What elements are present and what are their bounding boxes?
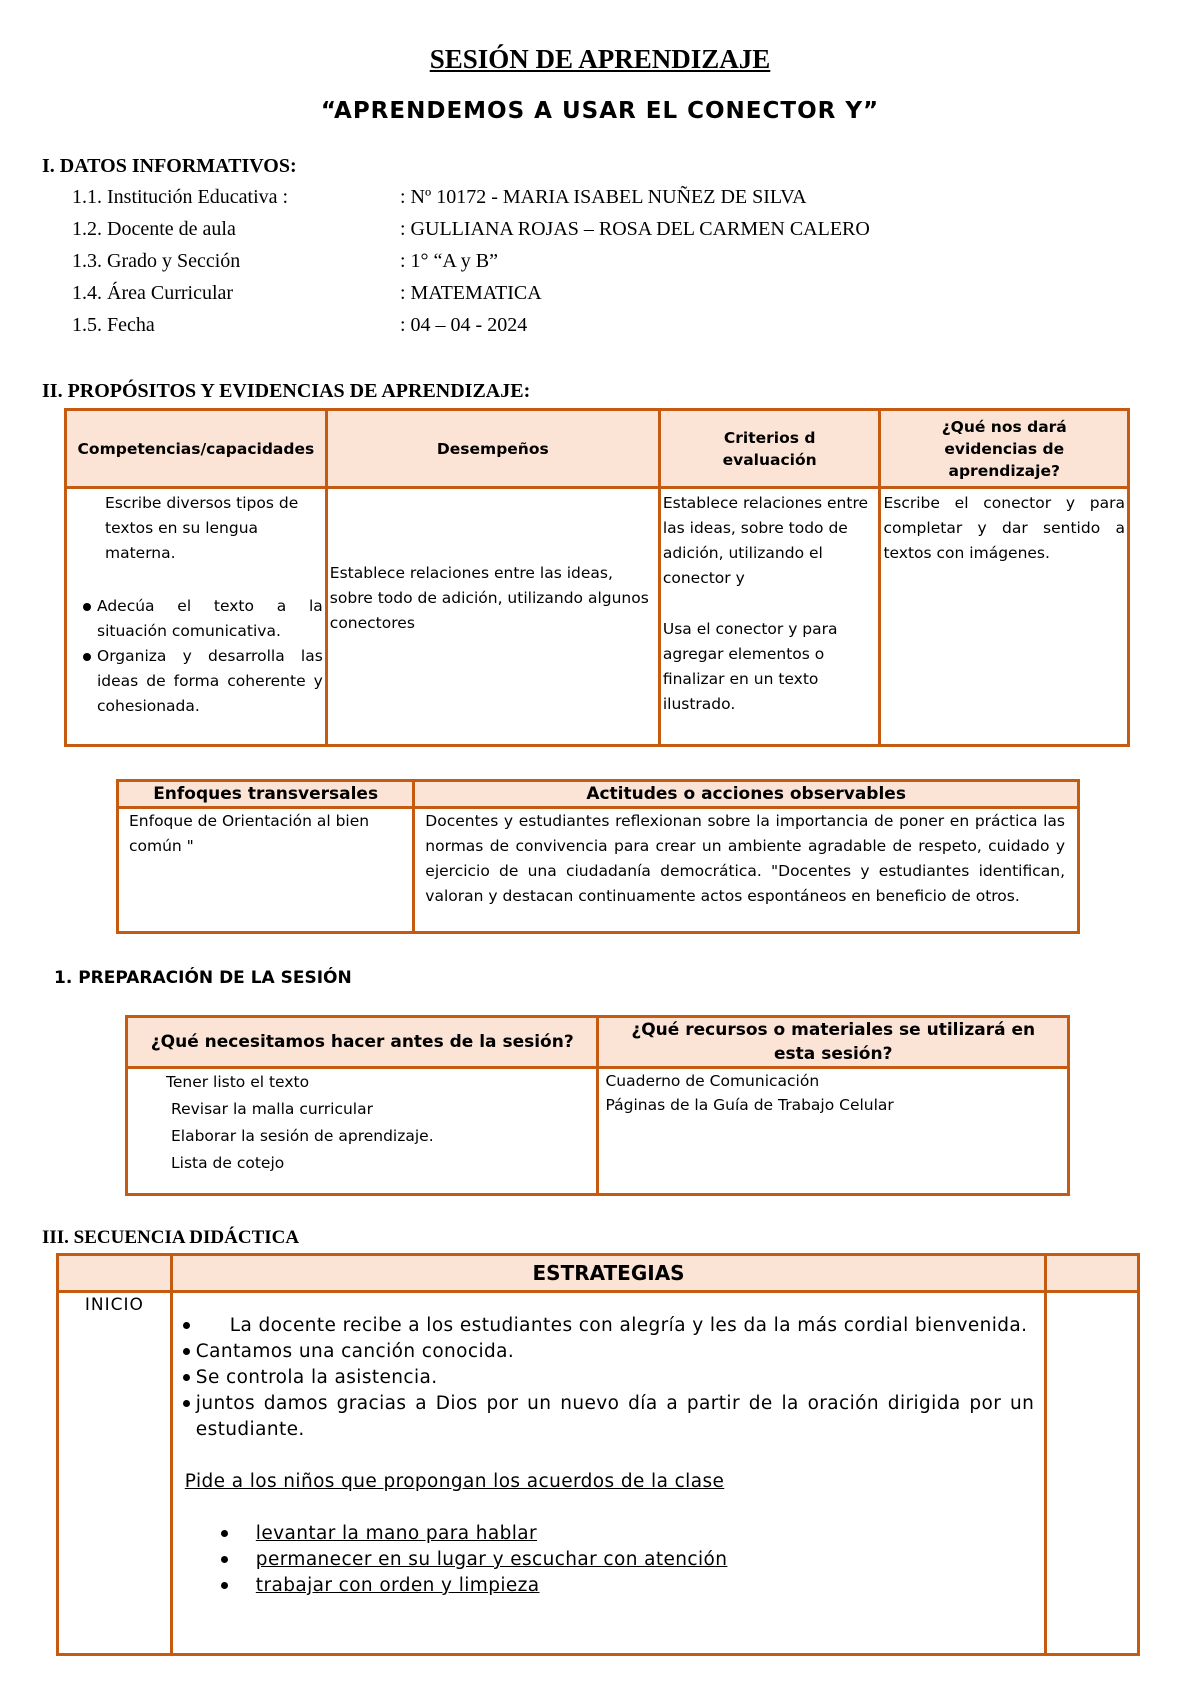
acuerdo-item: levantar la mano para hablar	[183, 1521, 1035, 1547]
header-actitudes: Actitudes o acciones observables	[414, 781, 1079, 808]
competencia-text: Escribe diversos tipos de textos en su lengua materna.	[105, 494, 299, 562]
info-row-fecha	[0, 314, 1200, 344]
bullet-icon	[221, 1556, 228, 1563]
bullet-icon	[83, 653, 91, 661]
actitudes-text: Docentes y estudiantes reflexionan sobre la importancia de poner en práctica las normas de convivencia para crear un ambiente agradable de respeto, cuidado y ejercicio de una ciudadanía democrática. "Docentes y estudiantes identifican, valoran y destacan continuamente actos espontáneos en beneficio de otros.	[425, 812, 1065, 905]
inicio-item: Se controla la asistencia.	[183, 1365, 1035, 1391]
bullet-icon	[183, 1348, 190, 1355]
info-row-docente	[0, 218, 1200, 248]
bullet-icon	[83, 603, 91, 611]
extra-cell	[1046, 1292, 1139, 1655]
antes-item: Lista de cotejo	[171, 1154, 285, 1172]
recursos-cell	[598, 1068, 1069, 1195]
header-antes: ¿Qué necesitamos hacer antes de la sesión?	[127, 1017, 598, 1068]
evidencia-cell	[880, 488, 1129, 746]
acuerdo-item: trabajar con orden y limpieza	[183, 1573, 1035, 1599]
bullet-icon	[221, 1582, 228, 1589]
criterio-text: Establece relaciones entre las ideas, sobre todo de adición, utilizando el conector y	[662, 494, 869, 587]
info-label: 1.5. Fecha	[72, 314, 155, 336]
header-competencias: Competencias/capacidades	[66, 410, 327, 488]
info-label: 1.4. Área Curricular	[72, 282, 234, 304]
desempeno-text: Establece relaciones entre las ideas, sobre todo de adición, utilizando algunos conectores	[329, 564, 649, 632]
inicio-item: juntos damos gracias a Dios por un nuevo día a partir de la oración dirigida por un estudiante.	[183, 1391, 1035, 1443]
info-value: : 04 – 04 - 2024	[400, 314, 528, 336]
datos-heading: I. DATOS INFORMATIVOS:	[42, 155, 297, 177]
info-row-institucion	[0, 186, 1200, 216]
antes-item: Revisar la malla curricular	[171, 1100, 373, 1118]
info-value: : Nº 10172 - MARIA ISABEL NUÑEZ DE SILVA	[400, 186, 807, 208]
acuerdo-item: permanecer en su lugar y escuchar con atención	[183, 1547, 1035, 1573]
info-value: : GULLIANA ROJAS – ROSA DEL CARMEN CALERO	[400, 218, 870, 240]
bullet-icon	[183, 1322, 190, 1329]
antes-cell	[127, 1068, 598, 1195]
capacidad-item: Organiza y desarrolla las ideas de forma coherente y cohesionada.	[83, 644, 325, 719]
enfoque-text: Enfoque de Orientación al bien común "	[129, 812, 370, 855]
bullet-icon	[183, 1400, 190, 1407]
preparacion-heading: 1. PREPARACIÓN DE LA SESIÓN	[54, 968, 352, 988]
criterio-text: Usa el conector y para agregar elementos o finalizar en un texto ilustrado.	[662, 620, 838, 713]
info-label: 1.2. Docente de aula	[72, 218, 236, 240]
antes-item: Elaborar la sesión de aprendizaje.	[171, 1127, 434, 1145]
header-desempenos: Desempeños	[326, 410, 659, 488]
propositos-heading: II. PROPÓSITOS Y EVIDENCIAS DE APRENDIZAJE:	[42, 380, 531, 402]
momento-cell	[58, 1292, 172, 1655]
estrategias-cell	[171, 1292, 1046, 1655]
inicio-item: Cantamos una canción conocida.	[183, 1339, 1035, 1365]
criterios-cell	[659, 488, 880, 746]
header-enfoques: Enfoques transversales	[118, 781, 414, 808]
antes-item: Tener listo el texto	[166, 1073, 310, 1091]
acuerdos-intro: Pide a los niños que propongan los acuerdos de la clase	[184, 1471, 725, 1492]
enfoques-table	[116, 779, 1080, 934]
header-extra-empty	[1046, 1255, 1139, 1292]
capacidad-item: Adecúa el texto a la situación comunicativa.	[83, 594, 325, 644]
info-label: 1.3. Grado y Sección	[72, 250, 241, 272]
info-label: 1.1. Institución Educativa :	[72, 186, 289, 208]
preparacion-table	[125, 1015, 1070, 1196]
header-estrategias: ESTRATEGIAS	[171, 1255, 1046, 1292]
inicio-item: La docente recibe a los estudiantes con alegría y les da la más cordial bienvenida.	[183, 1313, 1035, 1339]
desempeno-cell	[326, 488, 659, 746]
header-evidencias: ¿Qué nos dará evidencias de aprendizaje?	[880, 410, 1129, 488]
secuencia-table	[56, 1253, 1140, 1656]
propositos-table	[64, 408, 1130, 747]
page-title: SESIÓN DE APRENDIZAJE	[429, 44, 771, 74]
actitudes-cell	[414, 808, 1079, 933]
momento-label: INICIO	[84, 1295, 144, 1315]
info-value: : 1° “A y B”	[400, 250, 498, 272]
evidencia-text: Escribe el conector y para completar y dar sentido a textos con imágenes.	[883, 494, 1125, 562]
secuencia-heading: III. SECUENCIA DIDÁCTICA	[42, 1227, 300, 1248]
enfoque-cell	[118, 808, 414, 933]
header-momento-empty	[58, 1255, 172, 1292]
header-recursos: ¿Qué recursos o materiales se utilizará en esta sesión?	[598, 1017, 1069, 1068]
bullet-icon	[221, 1530, 228, 1537]
competencias-cell	[66, 488, 327, 746]
header-criterios: Criterios d evaluación	[659, 410, 880, 488]
recurso-item: Páginas de la Guía de Trabajo Celular	[605, 1096, 894, 1114]
session-subtitle: “APRENDEMOS A USAR EL CONECTOR Y”	[320, 98, 880, 124]
recurso-item: Cuaderno de Comunicación	[605, 1072, 820, 1090]
bullet-icon	[183, 1374, 190, 1381]
info-row-grado	[0, 250, 1200, 280]
info-value: : MATEMATICA	[400, 282, 542, 304]
info-row-area	[0, 282, 1200, 312]
